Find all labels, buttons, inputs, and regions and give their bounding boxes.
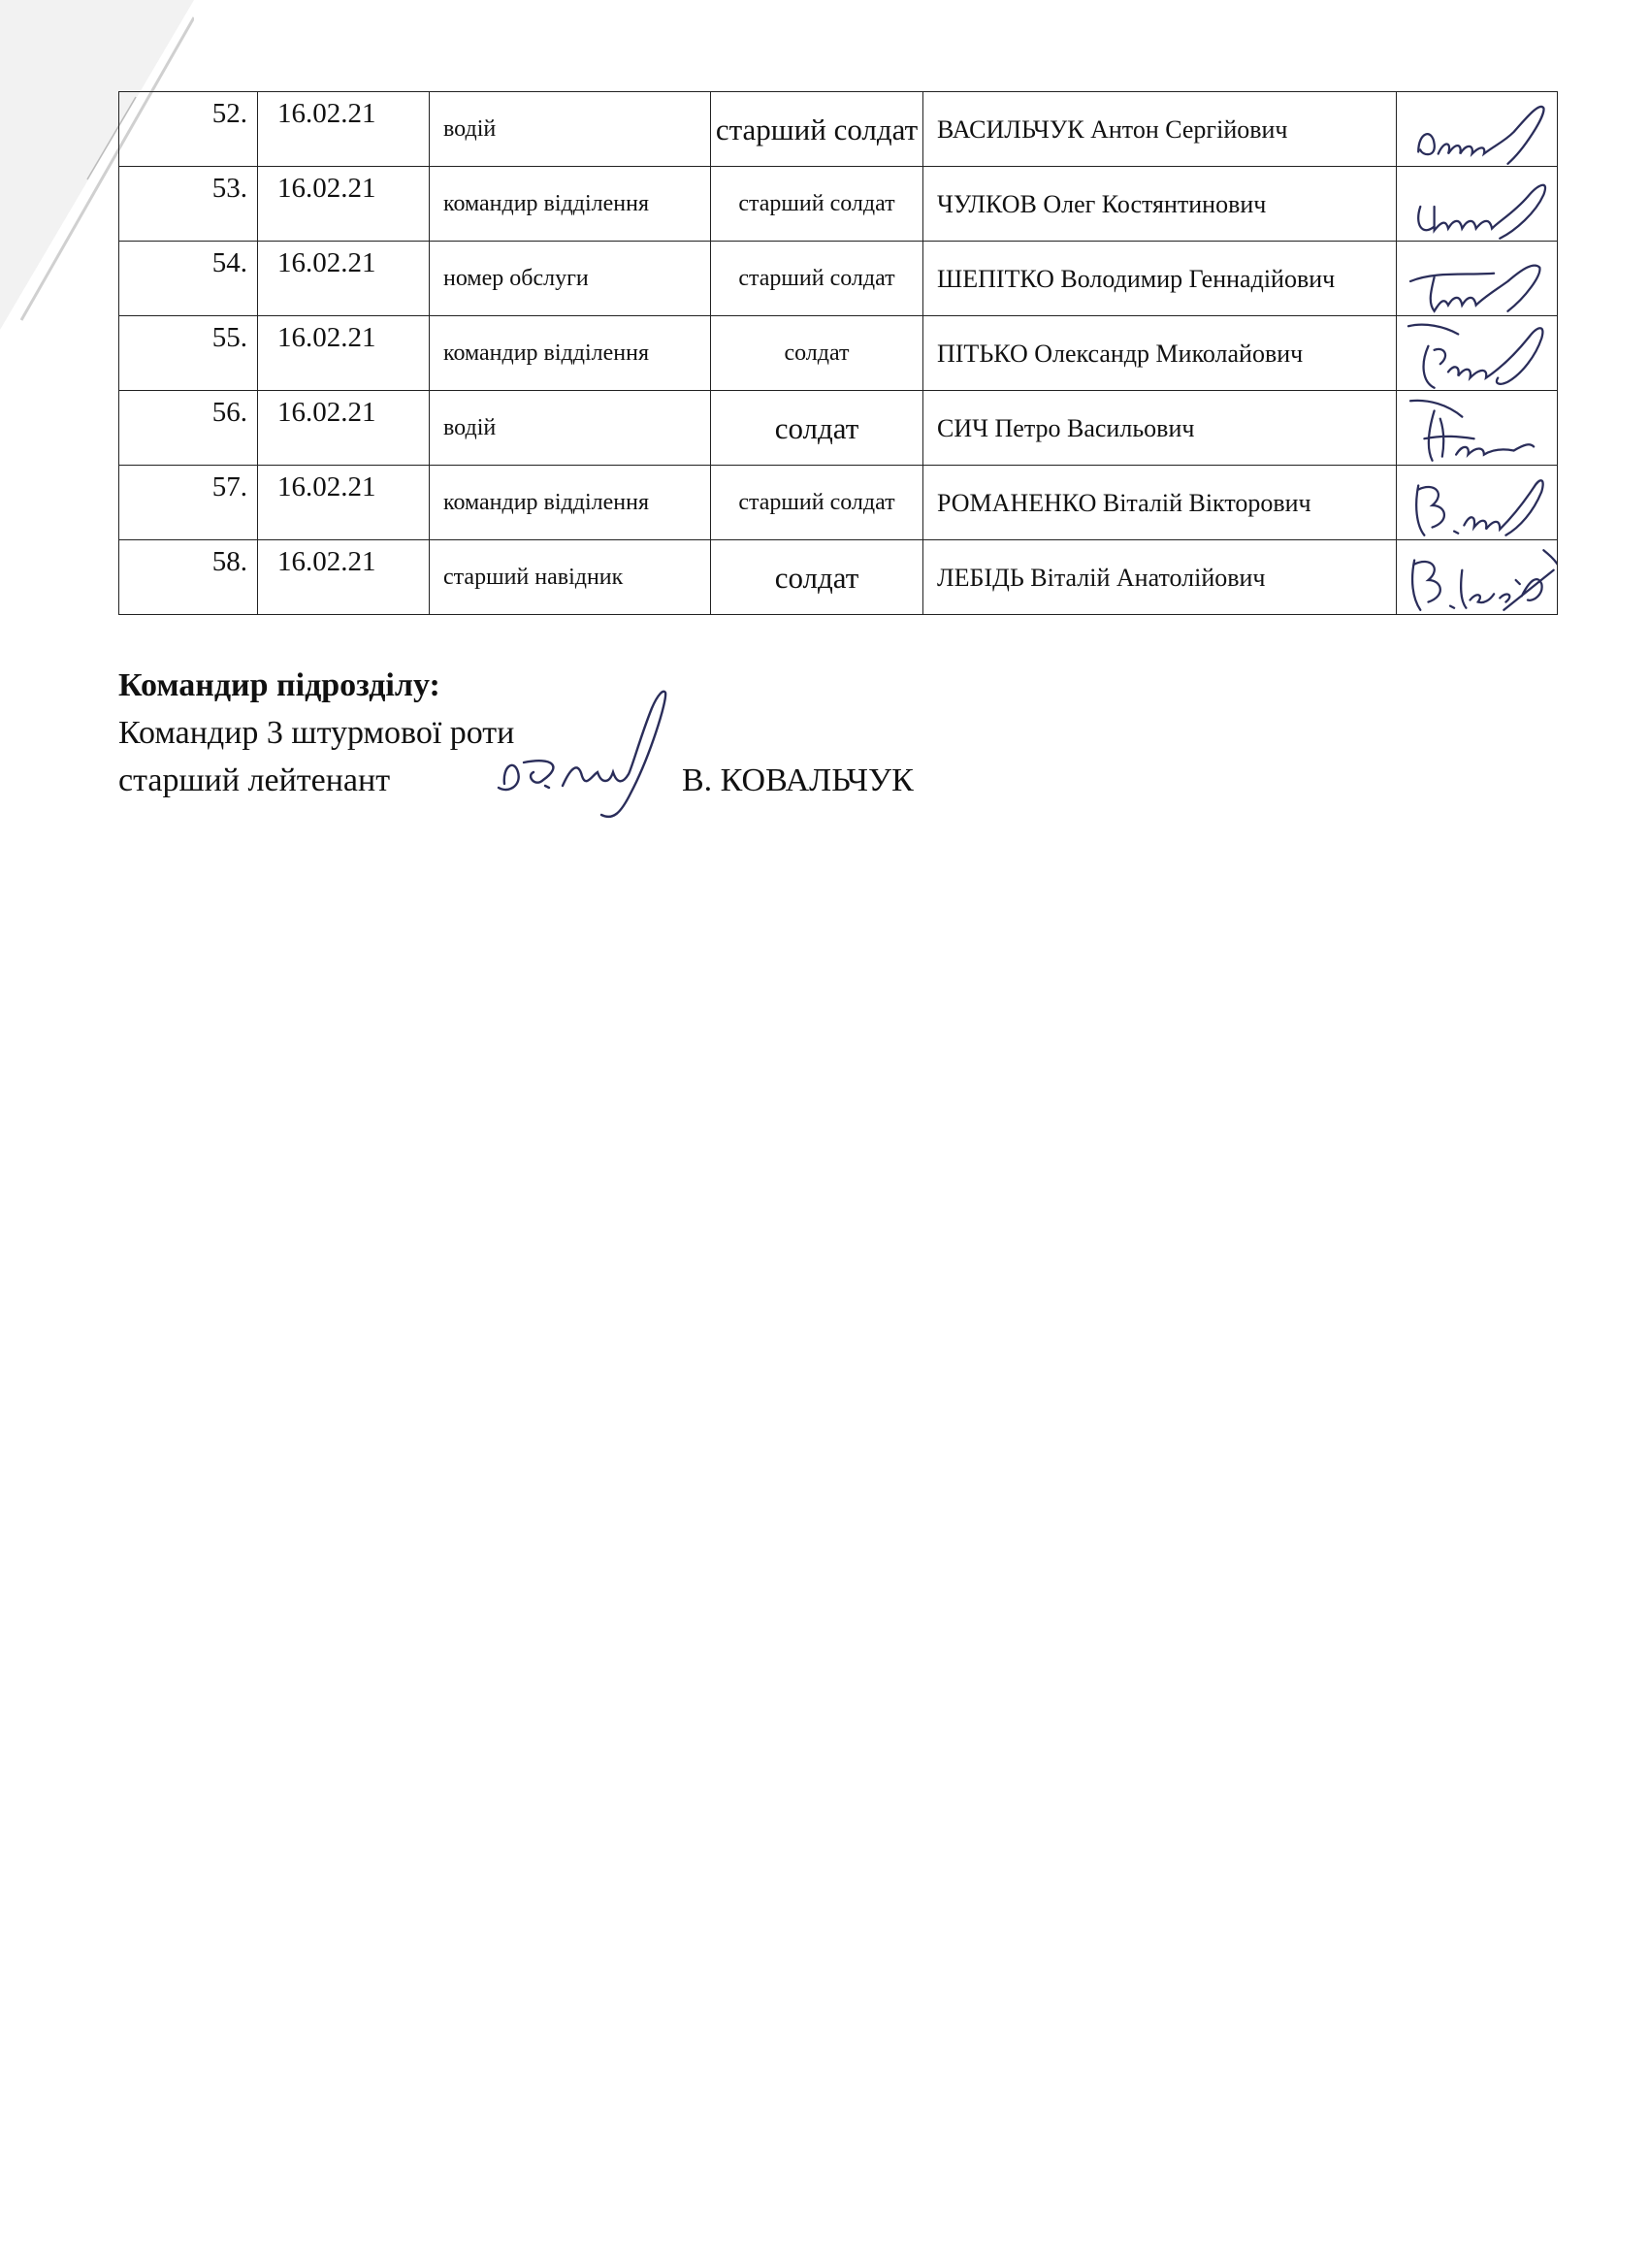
table-row [119, 391, 1558, 466]
row-rank: старший солдат [711, 92, 923, 167]
handwritten-signature [1397, 316, 1558, 391]
row-signature [1397, 92, 1558, 167]
row-name: ШЕПІТКО Володимир Геннадійович [923, 242, 1397, 316]
roster-table [118, 91, 1558, 615]
row-position: командир відділення [430, 316, 711, 391]
row-number: 52. [119, 92, 258, 167]
row-name: ЛЕБІДЬ Віталій Анатолійович [923, 540, 1397, 615]
row-signature [1397, 167, 1558, 242]
row-date: 16.02.21 [258, 242, 430, 316]
table-row [119, 242, 1558, 316]
row-position: водій [430, 391, 711, 466]
signature-stroke [1410, 266, 1539, 311]
signature-stroke [1410, 401, 1534, 461]
row-name: СИЧ Петро Васильович [923, 391, 1397, 466]
handwritten-signature [1397, 242, 1558, 316]
row-position: командир відділення [430, 167, 711, 242]
row-number: 58. [119, 540, 258, 615]
handwritten-signature [1397, 92, 1558, 167]
commander-signature [485, 679, 698, 825]
row-number: 57. [119, 466, 258, 540]
row-rank: солдат [711, 316, 923, 391]
row-name: ЧУЛКОВ Олег Костянтинович [923, 167, 1397, 242]
row-date: 16.02.21 [258, 540, 430, 615]
row-signature [1397, 540, 1558, 615]
signature-stroke [1408, 325, 1542, 388]
commander-title: Командир 3 штурмової роти [118, 715, 515, 751]
row-number: 56. [119, 391, 258, 466]
row-rank: солдат [711, 540, 923, 615]
footer-heading: Командир підрозділу: [118, 667, 440, 703]
signature-stroke [1416, 480, 1542, 535]
signature-stroke [1412, 550, 1557, 610]
row-name: ВАСИЛЬЧУК Антон Сергійович [923, 92, 1397, 167]
table-row [119, 540, 1558, 615]
table-row [119, 466, 1558, 540]
row-rank: солдат [711, 391, 923, 466]
row-position: старший навідник [430, 540, 711, 615]
row-position: командир відділення [430, 466, 711, 540]
commander-rank: старший лейтенант [118, 762, 391, 798]
row-name: ПІТЬКО Олександр Миколайович [923, 316, 1397, 391]
handwritten-signature [1397, 466, 1558, 540]
handwritten-signature [1397, 391, 1558, 466]
row-date: 16.02.21 [258, 92, 430, 167]
signature-stroke [1418, 185, 1545, 239]
commander-name: В. КОВАЛЬЧУК [682, 762, 914, 798]
table-row [119, 167, 1558, 242]
row-date: 16.02.21 [258, 466, 430, 540]
row-signature [1397, 466, 1558, 540]
row-number: 55. [119, 316, 258, 391]
row-rank: старший солдат [711, 167, 923, 242]
handwritten-signature [1397, 540, 1558, 615]
row-signature [1397, 391, 1558, 466]
row-position: водій [430, 92, 711, 167]
table-row [119, 316, 1558, 391]
row-date: 16.02.21 [258, 167, 430, 242]
row-rank: старший солдат [711, 466, 923, 540]
row-number: 54. [119, 242, 258, 316]
row-position: номер обслуги [430, 242, 711, 316]
handwritten-signature [1397, 167, 1558, 242]
row-signature [1397, 316, 1558, 391]
row-number: 53. [119, 167, 258, 242]
table-row [119, 92, 1558, 167]
row-date: 16.02.21 [258, 391, 430, 466]
signature-stroke [1418, 107, 1543, 164]
row-signature [1397, 242, 1558, 316]
row-rank: старший солдат [711, 242, 923, 316]
row-name: РОМАНЕНКО Віталій Вікторович [923, 466, 1397, 540]
row-date: 16.02.21 [258, 316, 430, 391]
